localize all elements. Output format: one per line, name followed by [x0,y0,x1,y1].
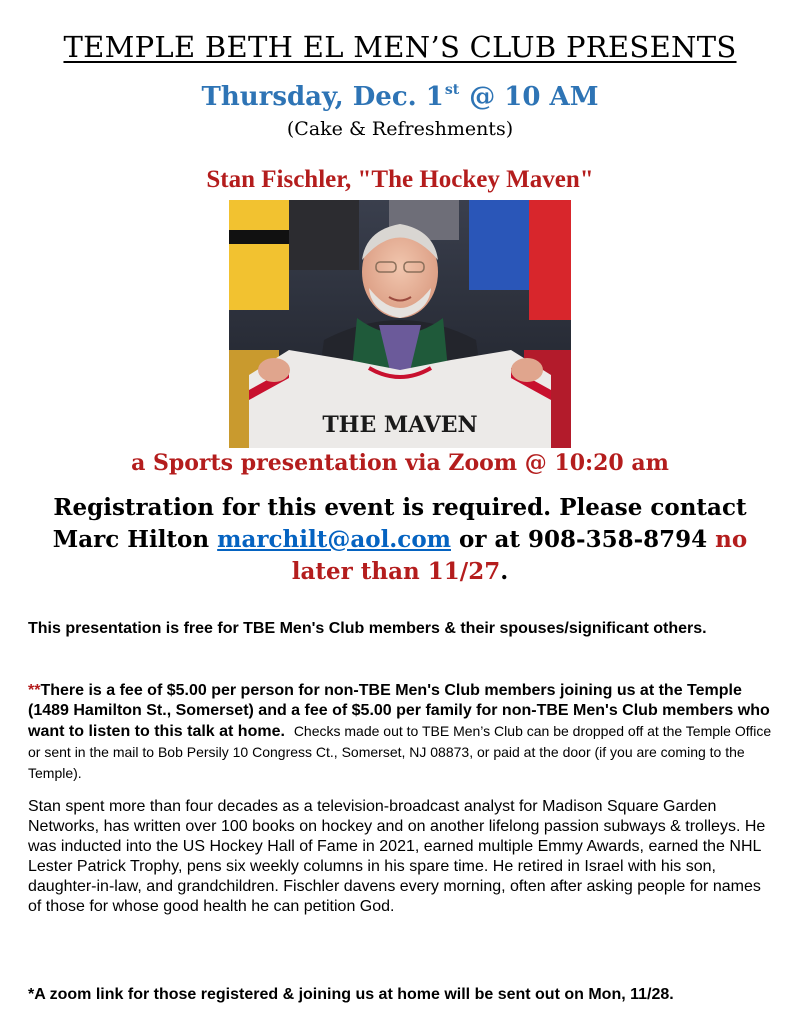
wall-jersey-blue [469,200,529,290]
fee-bold-text: There is a fee of $5.00 per person for non-TBE Men's Club members joining us at the Temple (1489 Hamilton St., Somerset) and a fee of $5.00 per family for non-TBE Men's Club members who want to listen to this talk at home. [28,682,770,740]
contact-phone: or at 908-358-8794 [459,526,708,553]
contact-email-link[interactable]: marchilt@aol.com [217,526,451,553]
speaker-name: Stan Fischler, "The Hockey Maven" [206,166,594,193]
wall-jersey-yellow [229,200,289,310]
wall-jersey-dark [289,200,359,270]
registration-line1: Registration for this event is required. Please contact [53,494,747,521]
event-date-main: Thursday, Dec. 1 [201,82,444,112]
jersey-lettering: THE MAVEN [322,412,478,438]
fee-paragraph [28,681,773,784]
flyer-title-text: TEMPLE BETH EL MEN’S CLUB PRESENTS [63,30,737,64]
speaker-photo-illustration [229,200,571,448]
speaker-hand-left [258,358,290,382]
registration-block [20,492,780,588]
flyer-title [0,30,800,64]
contact-name: Marc Hilton [52,526,210,553]
event-date [0,82,800,112]
wall-jersey-stripe [229,230,289,244]
speaker-photo [229,200,571,448]
free-for-members-paragraph: This presentation is free for TBE Men's Club members & their spouses/significant others. [28,620,707,637]
event-date-suffix: st [444,82,460,98]
fee-asterisks: ** [28,682,41,699]
event-time: @ 10 AM [469,82,599,112]
registration-deadline-end: . [500,558,509,585]
registration-deadline: no later than 11/27 [291,526,748,585]
zoom-link-note: *A zoom link for those registered & joining us at home will be sent out on Mon, 11/28. [28,986,674,1003]
fee-checks-text: Checks made out to TBE Men’s Club can be dropped off at the Temple Office or sent in the mail to Bob Persily 10 Congress Ct., Somerset, NJ 08873, or paid at the door (if you are coming to the Temple). [28,723,772,781]
wall-jersey-red [529,200,571,320]
refreshments-note: (Cake & Refreshments) [286,118,514,140]
sports-presentation-line: a Sports presentation via Zoom @ 10:20 am [131,450,669,476]
speaker-hand-right [511,358,543,382]
speaker-bio-paragraph: Stan spent more than four decades as a television-broadcast analyst for Madison Square Garden Networks, has written over 100 books on hockey and on another lifelong passion subways & trolleys. He was inducted into the US Hockey Hall of Fame in 2021, earned multiple Emmy Awards, earned the NHL Lester Patrick Trophy, pens six weekly columns in his spare time. He retired in Israel with his son, daughter-in-law, and grandchildren. Fischler davens every morning, often after asking people for names of those for whose good health he can petition God. [28,798,766,915]
